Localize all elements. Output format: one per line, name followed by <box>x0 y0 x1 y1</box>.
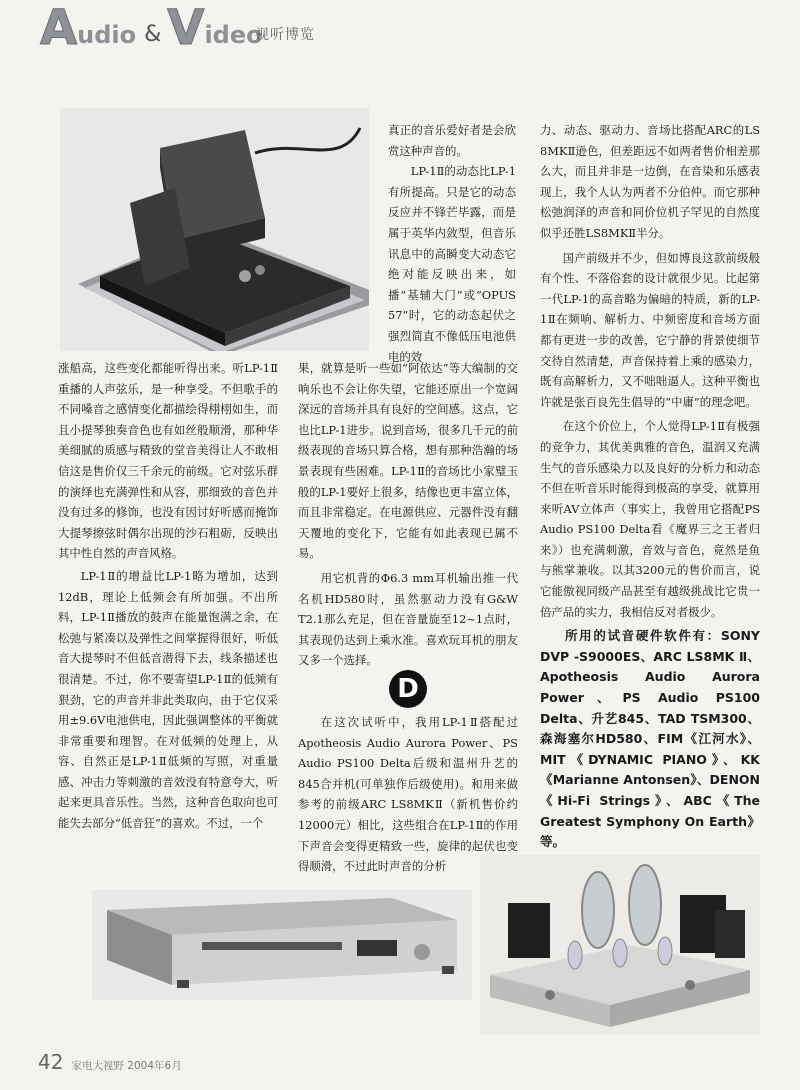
page-footer <box>38 1050 182 1074</box>
equipment-list: 所用的试音硬件软件有：SONY DVP -S9000ES、ARC LS8MK Ⅱ、Apotheosis Audio Aurora Power、PS Audio PS100 Delta、升艺845、TAD TSM300、森海塞尔HD580、FIM《江河水》、MIT《DYNAMIC PIANO》、KK《Marianne Antonsen》、DENON《Hi-Fi Strings》、ABC《The Greatest Symphony On Earth》等。 <box>540 628 760 850</box>
article-column-2-bottom <box>298 712 518 877</box>
paragraph: 果，就算是听一些如“阿依达”等大编制的交响乐也不会让你失望，它能还原出一个宽阔深远的音场并具有良好的空间感。这点，它也比LP-1进步。说到音场，很多几千元的前级表现的音场只算合格，想有那种浩瀚的场景表现有些困难。LP-1Ⅱ的音场比小家璧玉般的LP-1要好上很多，结像也更丰富立体，而且非常稳定。在电源供应、元器件没有翻天覆地的变化下，它能有如此表现已属不易。 <box>298 361 518 561</box>
page-header <box>0 0 800 56</box>
page-number: 42 <box>38 1050 64 1074</box>
section-title: 视听博览 <box>255 27 315 43</box>
paragraph: LP-1Ⅱ的动态比LP-1有所提高。只是它的动态反应并不锋芒毕露，而是属于英华内敛型，但音乐讯息中的高瞬变大动态它绝对能反映出来，如播“基辅大门”或“OPUS 57”时，它的动态起伏之强烈简直不像低压电池供电的效 <box>388 164 516 364</box>
section-logo <box>40 0 265 56</box>
paragraph: LP-1Ⅱ的增益比LP-1略为增加，达到12dB，理论上低频会有所加强。不出所料，LP-1Ⅱ播放的鼓声在能量饱满之余，在松弛与紧凑以及弹性之间掌握得很好，听低音大提琴时不但低音潜得下去，线条描述也很清楚。不过，你不要寄望LP-1Ⅱ的低频有狠劲，它的声音并非此类取向，由于它仅采用±9.6V电池供电，因此强调整体的平衡就非常重要和理智。在对低频的处理上，从容、自然正是LP-1Ⅱ低频的写照，对重量感、冲击力等刺激的音效没有特意夸大，听起来更具音乐性。当然，这种音色取向也可能失去部分“低音狂”的喜欢。不过，一个 <box>58 568 278 831</box>
paragraph: 真正的音乐爱好者是会欣赏这种声音的。 <box>388 123 516 158</box>
paragraph: 力、动态、驱动力、音场比搭配ARC的LS 8MKⅡ逊色，但差距远不如两者售价相差那么大，而且并非是一边倒，在音染和乐感表现上，我个人认为两者不分伯仲。而它那种松弛润泽的声音和同价位机子罕见的自然度似乎还胜LS8MKⅡ半分。 <box>540 123 760 240</box>
paragraph: 在这次试听中，我用LP-1Ⅱ搭配过Apotheosis Audio Aurora Power、PS Audio PS100 Delta后级和温州升艺的845合并机(可单独作后级使用)。和用来做参考的前级ARC LS8MKⅡ（新机售价约12000元）相比，这些组合在LP-1Ⅱ的作用下声音会变得更精致一些，旋律的起伏也变得顺滑，不过此时声音的分析 <box>298 715 518 874</box>
article-column-3 <box>540 120 760 853</box>
paragraph: 国产前级并不少，但如博良这款前级般有个性、不落俗套的设计就很少见。比起第一代LP-1的高音略为偏暗的特质，新的LP-1Ⅱ在频响、解析力、中频密度和音场方面都有更进一步的改善，它宁静的背景使细节交待自然清楚，声音保持着上乘的感染力，既有高解析力，又不咄咄逼人。这种平衡也许就是张百良先生倡导的“中庸”的理念吧。 <box>540 250 760 409</box>
cd-player-photo <box>92 890 472 1000</box>
paragraph: 在这个价位上，个人觉得LP-1Ⅱ有极强的竞争力，其优美典雅的音色，温润又充满生气的音乐感染力以及良好的分析力和动态不但在听音乐时能得到极高的享受，就算用来听AV立体声（事实上，我曾用它搭配PS Audio PS100 Delta看《魔界三之王者归来》）也充满刺激，音效与音色，竟然是鱼与熊掌兼收。以其3200元的售价而言，说它能傲视同级产品甚至有越级挑战比它贵一倍产品的实力，我相信反对者极少。 <box>540 419 760 619</box>
logo-word-audio: udio <box>77 21 137 49</box>
logo-ampersand: & <box>144 22 162 47</box>
article-column-1 <box>58 358 278 834</box>
logo-word-video: ideo <box>204 21 263 49</box>
paragraph: 涨船高，这些变化都能听得出来。听LP-1Ⅱ重播的人声弦乐，是一种享受。不但歌手的不同嗓音之感情变化都描绘得栩栩如生，而且小提琴独奏音色也有如丝般顺滑，那种华美细腻的质感与精致的堂音美得让人不敢相信这是售价仅三千余元的前级。它对弦乐群的演绎也充满弹性和从容，那细致的音色并没有过多的修饰，也没有因讨好听感而掩饰大提琴擦弦时偶尔出现的沙石粗砺，反映出其中性自然的声音风格。 <box>58 361 278 561</box>
tube-amp-photo <box>480 855 760 1035</box>
article-column-2-top <box>388 120 516 367</box>
article-column-2-middle <box>298 358 518 671</box>
logo-letter-a: A <box>40 0 78 56</box>
section-drop-cap: D <box>389 670 427 708</box>
paragraph: 用它机背的Φ6.3 mm耳机输出推一代名机HD580时，虽然驱动力没有G&W T2.1那么充足，但在音量旋至12~1点时，其表现仍达到上乘水准。喜欢玩耳机的朋友又多一个选择。 <box>298 570 518 668</box>
logo-letter-v: V <box>167 0 205 56</box>
preamp-photo <box>60 108 369 351</box>
publication-info: 家电大视野 2004年6月 <box>71 1060 182 1072</box>
